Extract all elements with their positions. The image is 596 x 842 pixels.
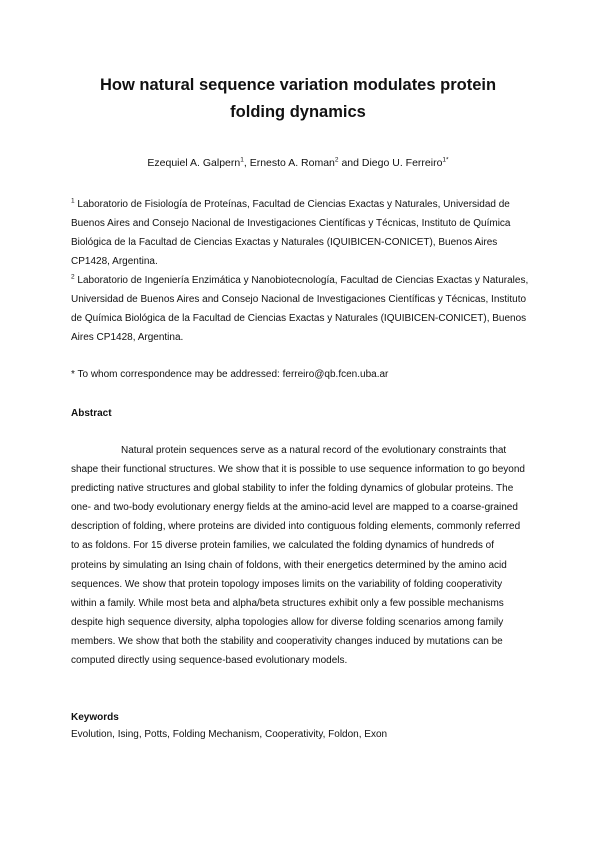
author-name: Ezequiel A. Galpern <box>147 157 241 169</box>
author-list <box>40 156 556 170</box>
author-name: Ernesto A. Roman <box>249 157 335 169</box>
affiliation-text: Laboratorio de Ingeniería Enzimática y Nanobiotecnología, Facultad de Ciencias Exactas y Naturales, Universidad de Buenos Aires and Consejo Nacional de Investigaciones Científicas y Técnicas, Instituto de Química Biológica de la Facultad de Ciencias Exactas y Naturales (IQUIBICEN-CONICET), Buenos Aires CP1428, Argentina. <box>71 275 529 343</box>
affiliation-mark: 1 <box>71 197 75 205</box>
title-line-2: folding dynamics <box>230 103 366 121</box>
abstract-heading: Abstract <box>71 408 112 419</box>
abstract-body: Natural protein sequences serve as a natural record of the evolutionary constraints that shape their functional structures. We show that it is possible to use sequence information to go beyond predicting native structures and global stability to infer the folding dynamics of globular proteins. The one- and two-body evolutionary energy fields at the amino-acid level are mapped to a coarse-grained description of folding, where proteins are divided into contiguous folding elements, commonly referred to as foldons. For 15 diverse protein families, we calculated the folding dynamics of hundreds of proteins by simulating an Ising chain of foldons, with their energetics determined by the amino acid sequences. We show that protein topology imposes limits on the variability of folding cooperativity within a family. While most beta and alpha/beta structures exhibit only a few possible mechanisms despite high sequence diversity, alpha topologies allow for diverse folding scenarios among family members. We show that both the stability and cooperativity changes induced by mutations can be computed directly using sequence-based evolutionary models. <box>71 445 525 667</box>
title-line-1: How natural sequence variation modulates protein <box>99 76 497 94</box>
author-name: Diego U. Ferreiro <box>361 157 443 169</box>
affiliation-2 <box>71 271 531 347</box>
affiliation-text: Laboratorio de Fisiología de Proteínas, Facultad de Ciencias Exactas y Naturales, Universidad de Buenos Aires and Consejo Nacional de Investigaciones Científicas y Técnicas, Instituto de Química Biológica de la Facultad de Ciencias Exactas y Naturales (IQUIBICEN-CONICET), Buenos Aires CP1428, Argentina. <box>71 199 511 267</box>
author-affiliation-mark: 1* <box>442 156 449 164</box>
keywords-heading: Keywords <box>71 712 119 723</box>
paper-title <box>40 72 556 126</box>
author-separator: , <box>243 157 250 169</box>
affiliation-mark: 2 <box>71 273 75 281</box>
affiliation-1 <box>71 195 531 271</box>
author-affiliation-mark: 2 <box>334 156 339 164</box>
author-separator: and <box>338 157 362 169</box>
author-affiliation-mark: 1 <box>240 156 244 164</box>
keywords-list: Evolution, Ising, Potts, Folding Mechanism, Cooperativity, Foldon, Exon <box>71 729 388 740</box>
correspondence-note: * To whom correspondence may be addressed: ferreiro@qb.fcen.uba.ar <box>71 369 389 380</box>
